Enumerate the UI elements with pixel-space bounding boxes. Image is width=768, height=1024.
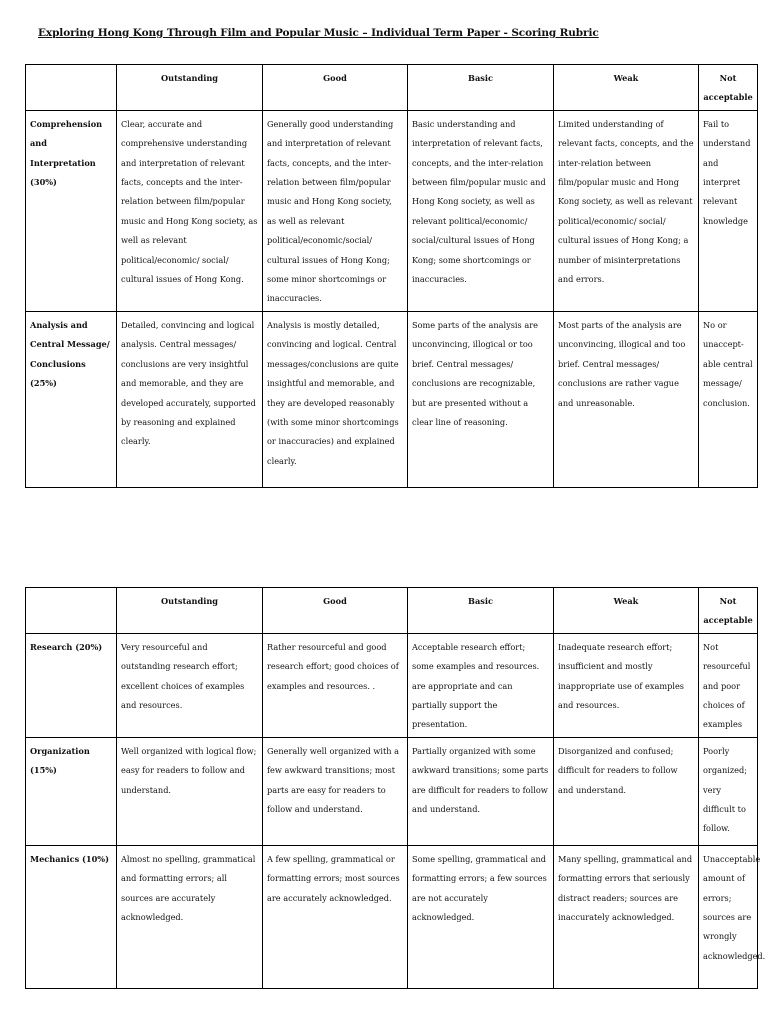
- cell-outstanding: Detailed, convincing and logical analysis. Central messages/ conclusions are very insightful and memorable, and they are developed accurately, supported by reasoning and explained clearly.: [117, 311, 263, 487]
- cell-not-acceptable: Poorly organized; very difficult to follow.: [699, 737, 758, 845]
- cell-weak: Many spelling, grammatical and formatting errors that seriously distract readers; sources are inaccurately acknowledged.: [554, 845, 699, 988]
- cell-not-acceptable: Fail to understand and interpret relevant knowledge: [699, 110, 758, 311]
- cell-weak: Disorganized and confused; difficult for readers to follow and understand.: [554, 737, 699, 845]
- cell-outstanding: Clear, accurate and comprehensive understanding and interpretation of relevant facts, concepts and the inter-relation between film/popular music and Hong Kong society, as well as relevant political/economic/ social/ cultural issues of Hong Kong.: [117, 110, 263, 311]
- level-header-outstanding: Outstanding: [117, 65, 263, 111]
- document-title: Exploring Hong Kong Through Film and Popular Music – Individual Term Paper - Scoring Rubric: [38, 27, 599, 39]
- table-row: [26, 737, 758, 845]
- level-header-not-acceptable: Not acceptable: [699, 588, 758, 634]
- rubric-table-2: [25, 587, 766, 989]
- level-header-weak: Weak: [554, 65, 699, 111]
- level-header-good: Good: [263, 65, 408, 111]
- criterion-research: Research (20%): [26, 633, 117, 737]
- level-header-outstanding: Outstanding: [117, 588, 263, 634]
- level-header-good: Good: [263, 588, 408, 634]
- criterion-organization: Organization (15%): [26, 737, 117, 845]
- cell-outstanding: Almost no spelling, grammatical and formatting errors; all sources are accurately acknowledged.: [117, 845, 263, 988]
- cell-weak: Most parts of the analysis are unconvincing, illogical and too brief. Central messages/ conclusions are rather vague and unreasonable.: [554, 311, 699, 487]
- cell-basic: Some parts of the analysis are unconvincing, illogical or too brief. Central messages/ conclusions are recognizable, but are presented without a clear line of reasoning.: [408, 311, 554, 487]
- cell-basic: Basic understanding and interpretation of relevant facts, concepts, and the inter-relation between film/popular music and Hong Kong society, as well as relevant political/economic/ social/cultural issues of Hong Kong; some shortcomings or inaccuracies.: [408, 110, 554, 311]
- criterion-analysis: Analysis and Central Message/ Conclusions (25%): [26, 311, 117, 487]
- header-row: [26, 588, 758, 634]
- rubric-table-1: [25, 64, 758, 488]
- cell-good: Analysis is mostly detailed, convincing and logical. Central messages/conclusions are quite insightful and memorable, and they are developed reasonably (with some minor shortcomings or inaccuracies) and explained clearly.: [263, 311, 408, 487]
- level-header-not-acceptable: Not acceptable: [699, 65, 758, 111]
- table-row: [26, 110, 758, 311]
- cell-basic: Acceptable research effort; some examples and resources. are appropriate and can partially support the presentation.: [408, 633, 554, 737]
- cell-weak: Inadequate research effort; insufficient and mostly inappropriate use of examples and resources.: [554, 633, 699, 737]
- cell-good: Generally good understanding and interpretation of relevant facts, concepts, and the inter-relation between film/popular music and Hong Kong society, as well as relevant political/economic/social/ cultural issues of Hong Kong; some minor shortcomings or inaccuracies.: [263, 110, 408, 311]
- corner-cell: [26, 588, 117, 634]
- cell-not-acceptable: Not resourceful and poor choices of examples: [699, 633, 758, 737]
- cell-basic: Some spelling, grammatical and formatting errors; a few sources are not accurately acknowledged.: [408, 845, 554, 988]
- table-row: [26, 845, 758, 988]
- level-header-basic: Basic: [408, 65, 554, 111]
- header-row: [26, 65, 758, 111]
- table-row: [26, 633, 758, 737]
- cell-not-acceptable: Unacceptable amount of errors; sources are wrongly acknowledged.: [699, 845, 758, 988]
- criterion-mechanics: Mechanics (10%): [26, 845, 117, 988]
- cell-weak: Limited understanding of relevant facts, concepts, and the inter-relation between film/popular music and Hong Kong society, as well as relevant political/economic/ social/ cultural issues of Hong Kong; a number of misinterpretations and errors.: [554, 110, 699, 311]
- level-header-basic: Basic: [408, 588, 554, 634]
- cell-not-acceptable: No or unaccept-able central message/ conclusion.: [699, 311, 758, 487]
- criterion-comprehension: Comprehension and Interpretation (30%): [26, 110, 117, 311]
- corner-cell: [26, 65, 117, 111]
- cell-good: Generally well organized with a few awkward transitions; most parts are easy for readers to follow and understand.: [263, 737, 408, 845]
- cell-outstanding: Well organized with logical flow; easy for readers to follow and understand.: [117, 737, 263, 845]
- table-row: [26, 311, 758, 487]
- cell-outstanding: Very resourceful and outstanding research effort; excellent choices of examples and resources.: [117, 633, 263, 737]
- cell-good: Rather resourceful and good research effort; good choices of examples and resources. .: [263, 633, 408, 737]
- cell-good: A few spelling, grammatical or formatting errors; most sources are accurately acknowledged.: [263, 845, 408, 988]
- cell-basic: Partially organized with some awkward transitions; some parts are difficult for readers to follow and understand.: [408, 737, 554, 845]
- level-header-weak: Weak: [554, 588, 699, 634]
